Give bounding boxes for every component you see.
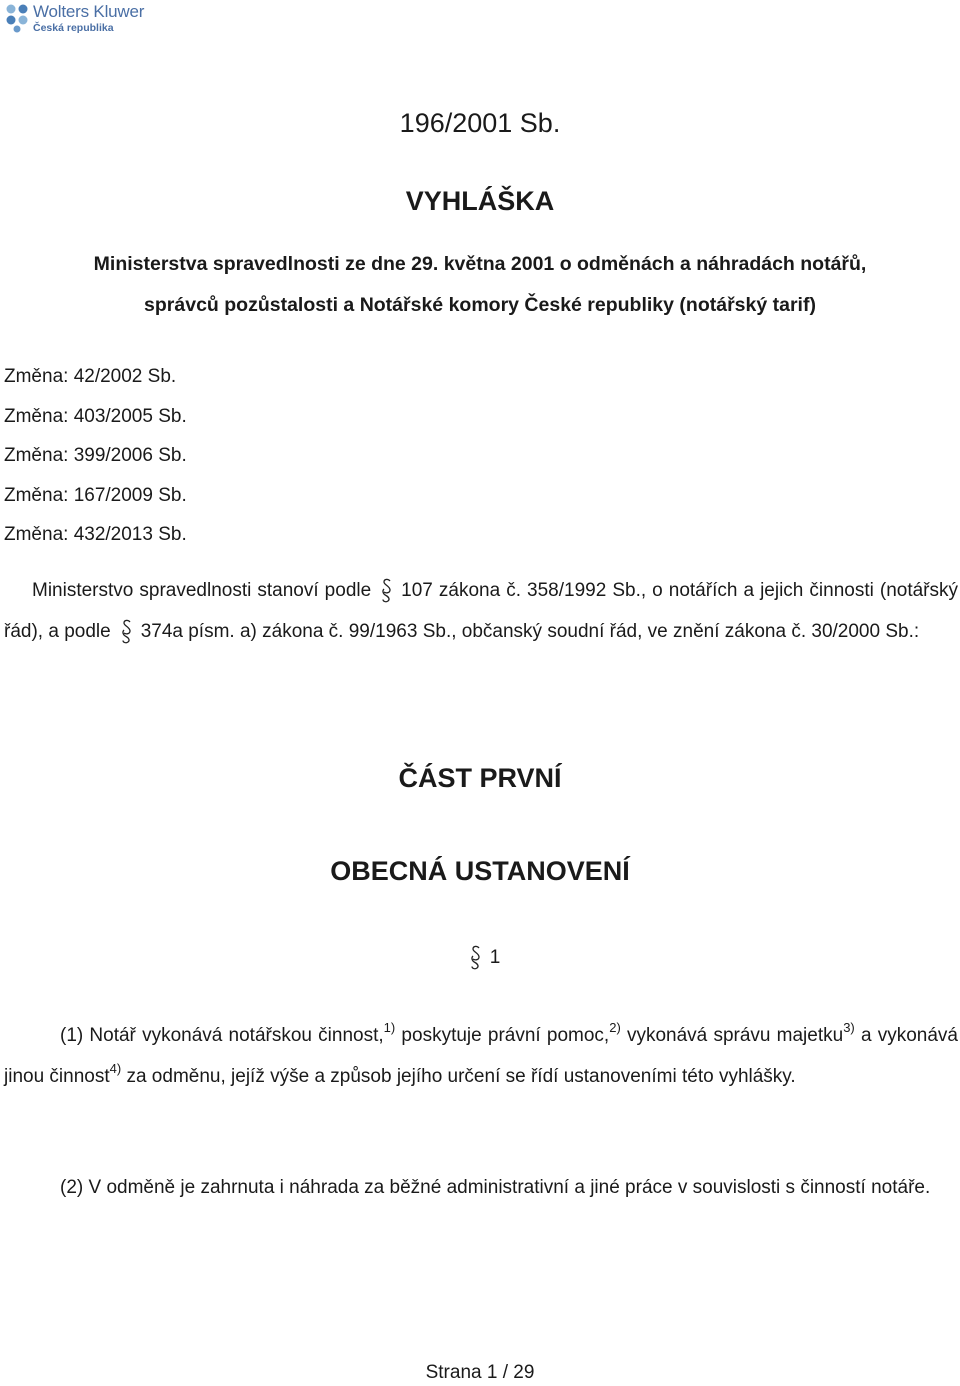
amendment-item: Změna: 42/2002 Sb. [4,366,177,387]
paragraph-text: vykonává správu majetku [620,1025,844,1046]
paragraph-text: za odměnu, jejíž výše a způsob jejího určení se řídí ustanoveními této vyhlášky. [121,1066,796,1087]
wolters-kluwer-logo-icon [4,3,30,33]
document-type: VYHLÁŠKA [405,186,555,216]
section-sign-icon [381,577,393,603]
amendment-item: Změna: 167/2009 Sb. [4,485,187,506]
page-number: Strana 1 / 29 [425,1362,535,1383]
section-paragraph-1 [4,1015,958,1097]
footnote-ref[interactable]: 4) [109,1061,122,1076]
document-subtitle [0,244,960,326]
footnote-ref[interactable]: 2) [609,1020,621,1035]
amendment-item: Změna: 403/2005 Sb. [4,406,187,427]
paragraph-text: a vykonává jinou činnost [4,1025,958,1087]
section-sign-icon [470,944,482,970]
brand-name: Wolters Kluwer [33,2,145,21]
brand-subtitle: Česká republika [33,22,114,34]
publisher-logo [4,3,144,34]
paragraph-text: (2) V odměně je zahrnuta i náhrada za běžné administrativní a jiné práce v souvislosti s činností notáře. [60,1177,931,1198]
amendment-item: Změna: 432/2013 Sb. [4,524,187,545]
part-heading: ČÁST PRVNÍ [398,763,562,793]
preamble-text-2: 107 zákona č. 358/1992 Sb., o notářích a jejich činnosti (notářský řád), a podle [4,580,958,642]
amendment-item: Změna: 399/2006 Sb. [4,445,187,466]
section-sign-icon [121,618,133,644]
footnote-ref[interactable]: 3) [843,1020,855,1035]
section-heading [0,944,960,970]
footnote-ref[interactable]: 1) [383,1020,396,1035]
preamble-text-1: Ministerstvo spravedlnosti stanoví podle [32,580,372,601]
document-number: 196/2001 Sb. [399,108,561,138]
subtitle-line-1: Ministerstva spravedlnosti ze dne 29. května 2001 o odměnách a náhradách notářů, [93,253,867,275]
paragraph-text: poskytuje právní pomoc, [395,1025,610,1046]
section-number: 1 [489,947,501,968]
subtitle-line-2: správců pozůstalosti a Notářské komory České republiky (notářský tarif) [144,294,816,316]
preamble [4,570,958,652]
preamble-text-3: 374a písm. a) zákona č. 99/1963 Sb., občanský soudní řád, ve znění zákona č. 30/2000 Sb.: [140,621,920,642]
part-title: OBECNÁ USTANOVENÍ [330,856,630,886]
paragraph-text: (1) Notář vykonává notářskou činnost, [60,1025,384,1046]
section-paragraph-2 [4,1167,958,1208]
